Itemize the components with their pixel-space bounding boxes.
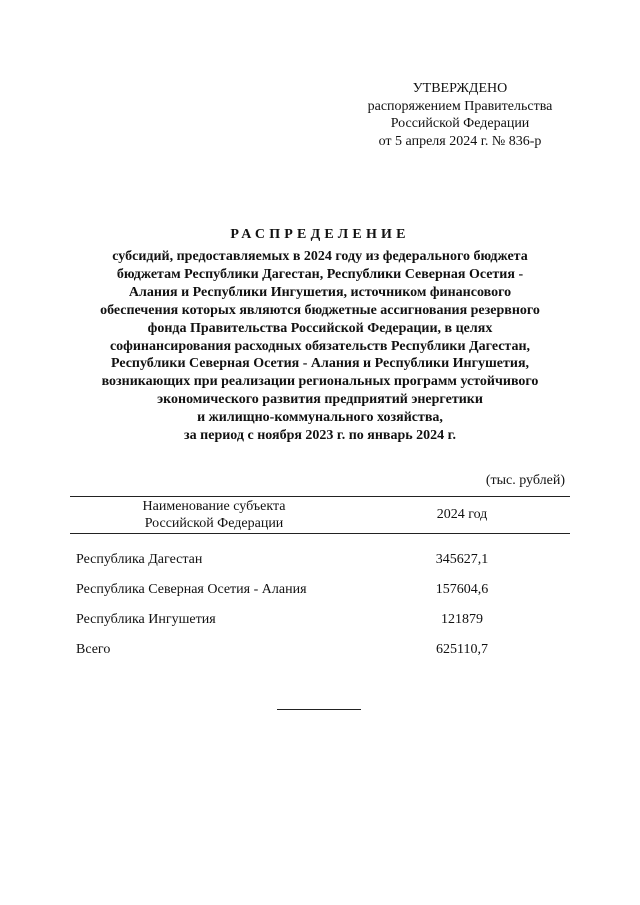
- table-row-value: 121879: [441, 612, 483, 627]
- subtitle-line: возникающих при реализации региональных программ устойчивого: [101, 374, 539, 390]
- subtitle-line: субсидий, предоставляемых в 2024 году из федерального бюджета: [112, 249, 528, 264]
- table-row-name-total: Всего: [76, 642, 111, 657]
- table-header-border: [70, 533, 570, 534]
- column-header-name-line: Российской Федерации: [144, 516, 284, 531]
- subtitle-line: бюджетам Республики Дагестан, Республики Северная Осетия -: [116, 266, 524, 282]
- approval-stamp: [330, 80, 590, 150]
- approval-line: Российской Федерации: [390, 116, 530, 131]
- table-row-name: Республика Ингушетия: [76, 612, 216, 627]
- column-header-name-line: Наименование субъекта: [142, 499, 286, 514]
- subtitle-line: обеспечения которых являются бюджетные ассигнования резервного: [100, 302, 540, 318]
- subtitle-line: Алания и Республики Ингушетия, источником финансового: [128, 284, 512, 300]
- table-row-name: Республика Северная Осетия - Алания: [76, 582, 307, 597]
- table-row-value: 345627,1: [435, 552, 489, 567]
- document-title: РАСПРЕДЕЛЕНИЕ: [230, 227, 410, 242]
- column-header-year: 2024 год: [436, 507, 488, 522]
- subtitle-line: и жилищно-коммунального хозяйства,: [197, 410, 443, 426]
- end-divider: [277, 709, 361, 710]
- table-top-border: [70, 496, 570, 497]
- subtitle-line: экономического развития предприятий энергетики: [157, 392, 483, 408]
- table-row-value-total: 625110,7: [436, 642, 488, 657]
- subtitle-line: фонда Правительства Российской Федерации, в целях: [147, 320, 493, 336]
- approval-heading: УТВЕРЖДЕНО: [412, 81, 508, 96]
- document-subtitle: [40, 248, 600, 445]
- column-header-name: [100, 498, 328, 532]
- subtitle-line: Республики Северная Осетия - Алания и Республики Ингушетия,: [110, 356, 530, 372]
- approval-line: распоряжением Правительства: [367, 98, 553, 114]
- subtitle-line: софинансирования расходных обязательств Республики Дагестан,: [109, 338, 531, 354]
- table-row-name: Республика Дагестан: [76, 552, 203, 567]
- subtitle-line: за период с ноября 2023 г. по январь 2024 г.: [184, 428, 456, 444]
- approval-date: от 5 апреля 2024 г. № 836-р: [378, 133, 542, 149]
- table-row-value: 157604,6: [435, 582, 489, 597]
- units-label: (тыс. рублей): [485, 473, 565, 488]
